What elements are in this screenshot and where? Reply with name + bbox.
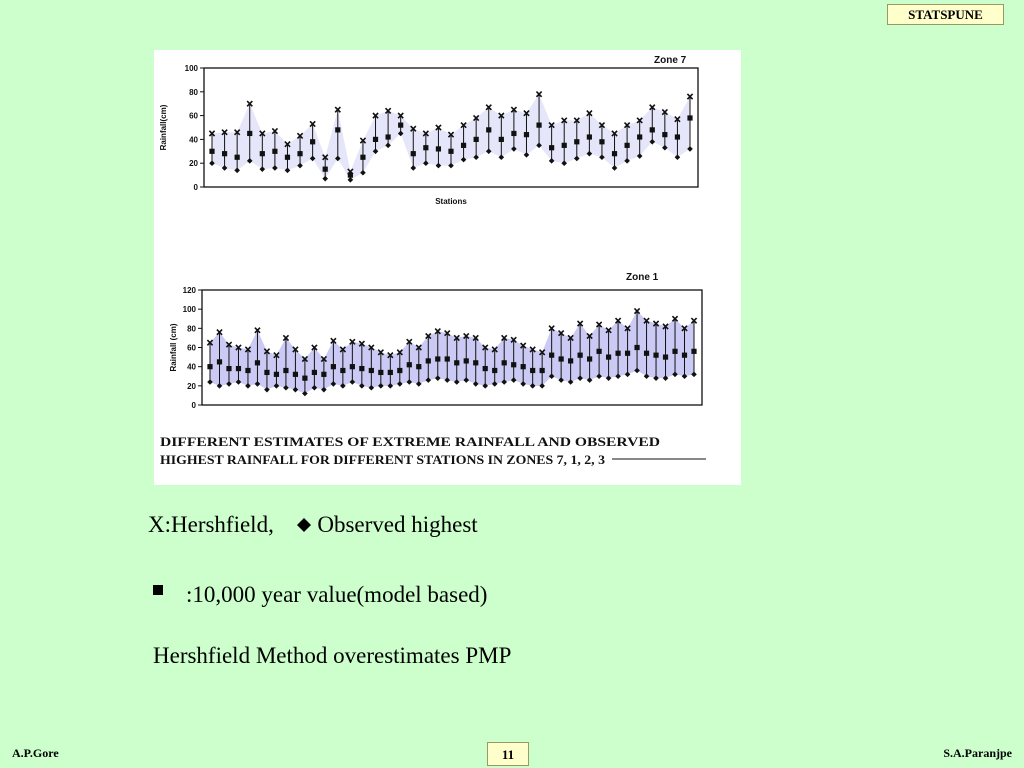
model-point [615, 351, 620, 356]
chart-2-ytick-label: 100 [182, 305, 196, 315]
figure-caption-line1: DIFFERENT ESTIMATES OF EXTREME RAINFALL AND OBSERVED [160, 435, 660, 449]
model-point [448, 149, 453, 154]
model-point [536, 123, 541, 128]
model-point [637, 134, 642, 139]
model-point [578, 353, 583, 358]
model-point [492, 368, 497, 373]
model-point [625, 143, 630, 148]
model-point [398, 123, 403, 128]
model-point [411, 151, 416, 156]
model-point [662, 132, 667, 137]
footer-right-author: S.A.Paranjpe [943, 746, 1012, 760]
model-point [562, 143, 567, 148]
model-point [207, 364, 212, 369]
chart-2-ytick-label: 60 [187, 343, 196, 353]
model-point [348, 173, 353, 178]
model-point [672, 349, 677, 354]
model-point [285, 155, 290, 160]
model-point [335, 127, 340, 132]
model-point [331, 364, 336, 369]
chart-2-ytick-label: 120 [182, 286, 196, 295]
figure-caption-line2: HIGHEST RAINFALL FOR DIFFERENT STATIONS IN ZONES 7, 1, 2, 3 [160, 453, 605, 467]
model-point [247, 131, 252, 136]
chart-1-ytick-label: 100 [184, 64, 198, 73]
org-badge: STATSPUNE [887, 4, 1004, 25]
rainfall-figure [154, 50, 741, 485]
diamond-icon [296, 517, 312, 533]
model-point [473, 360, 478, 365]
model-point [568, 358, 573, 363]
model-point [606, 354, 611, 359]
legend-line-1 [148, 512, 478, 538]
chart-2-ytick-label: 0 [191, 401, 196, 410]
model-legend-label: :10,000 year value(model based) [186, 582, 488, 607]
model-point [524, 132, 529, 137]
model-point [511, 131, 516, 136]
model-point [386, 134, 391, 139]
model-point [540, 368, 545, 373]
model-point [549, 145, 554, 150]
model-point [461, 143, 466, 148]
chart-1-ytick-label: 0 [193, 183, 198, 192]
model-point [599, 139, 604, 144]
model-point [416, 364, 421, 369]
model-point [217, 359, 222, 364]
model-point [474, 137, 479, 142]
square-bullet-icon [152, 584, 164, 596]
model-point [653, 353, 658, 358]
chart-1-ylabel: Rainfall(cm) [159, 104, 168, 151]
model-point [378, 370, 383, 375]
model-point [625, 351, 630, 356]
chart-2-title: Zone 1 [626, 272, 659, 283]
model-point [612, 151, 617, 156]
model-point [663, 354, 668, 359]
model-point [350, 364, 355, 369]
chart-2-ylabel: Rainfall (cm) [169, 323, 178, 372]
model-point [687, 115, 692, 120]
model-point [388, 370, 393, 375]
legend-line-2 [152, 582, 487, 608]
model-point [369, 368, 374, 373]
model-point [283, 368, 288, 373]
model-point [245, 368, 250, 373]
model-point [587, 134, 592, 139]
model-point [574, 139, 579, 144]
model-point [511, 362, 516, 367]
conclusion-text: Hershfield Method overestimates PMP [153, 643, 512, 668]
model-point [559, 356, 564, 361]
model-point [464, 358, 469, 363]
model-point [209, 149, 214, 154]
rainfall-charts-svg [154, 50, 741, 485]
model-point [360, 155, 365, 160]
model-point [426, 358, 431, 363]
model-point [340, 368, 345, 373]
hershfield-legend-label: X:Hershfield, [148, 512, 274, 537]
model-point [312, 370, 317, 375]
chart-1-ytick-label: 40 [189, 135, 198, 145]
model-point [397, 368, 402, 373]
model-point [359, 366, 364, 371]
model-point [499, 137, 504, 142]
model-point [644, 351, 649, 356]
model-point [310, 139, 315, 144]
observed-legend-label: Observed highest [317, 512, 478, 537]
observed-point [322, 176, 328, 182]
model-point [222, 151, 227, 156]
model-point [264, 370, 269, 375]
model-point [260, 151, 265, 156]
model-point [293, 372, 298, 377]
model-point [274, 372, 279, 377]
chart-1-title: Zone 7 [654, 55, 687, 66]
model-point [682, 353, 687, 358]
chart-2-band [210, 311, 694, 393]
model-point [272, 149, 277, 154]
chart-1-ytick-label: 80 [189, 87, 198, 97]
chart-2-ytick-label: 40 [187, 362, 196, 372]
model-point [596, 349, 601, 354]
chart-2-ytick-label: 80 [187, 324, 196, 334]
chart-2-ytick-label: 20 [187, 381, 196, 391]
model-point [634, 345, 639, 350]
model-point [323, 167, 328, 172]
model-point [530, 368, 535, 373]
page-number: 11 [487, 742, 529, 766]
model-point [502, 360, 507, 365]
model-point [255, 360, 260, 365]
chart-1-ytick-label: 20 [189, 159, 198, 169]
model-point [423, 145, 428, 150]
chart-1-ytick-label: 60 [189, 111, 198, 121]
model-point [675, 134, 680, 139]
model-point [521, 364, 526, 369]
model-point [407, 362, 412, 367]
model-point [650, 127, 655, 132]
model-point [235, 155, 240, 160]
model-point [691, 349, 696, 354]
model-point [454, 360, 459, 365]
footer-left-author: A.P.Gore [12, 746, 59, 760]
model-point [445, 356, 450, 361]
model-point [226, 366, 231, 371]
model-point [486, 127, 491, 132]
model-point [549, 353, 554, 358]
model-point [587, 356, 592, 361]
model-point [302, 376, 307, 381]
model-point [236, 366, 241, 371]
model-point [321, 372, 326, 377]
chart-1-xlabel: Stations [435, 197, 467, 206]
model-point [483, 366, 488, 371]
model-point [297, 151, 302, 156]
model-point [436, 146, 441, 151]
model-point [373, 137, 378, 142]
model-point [435, 356, 440, 361]
